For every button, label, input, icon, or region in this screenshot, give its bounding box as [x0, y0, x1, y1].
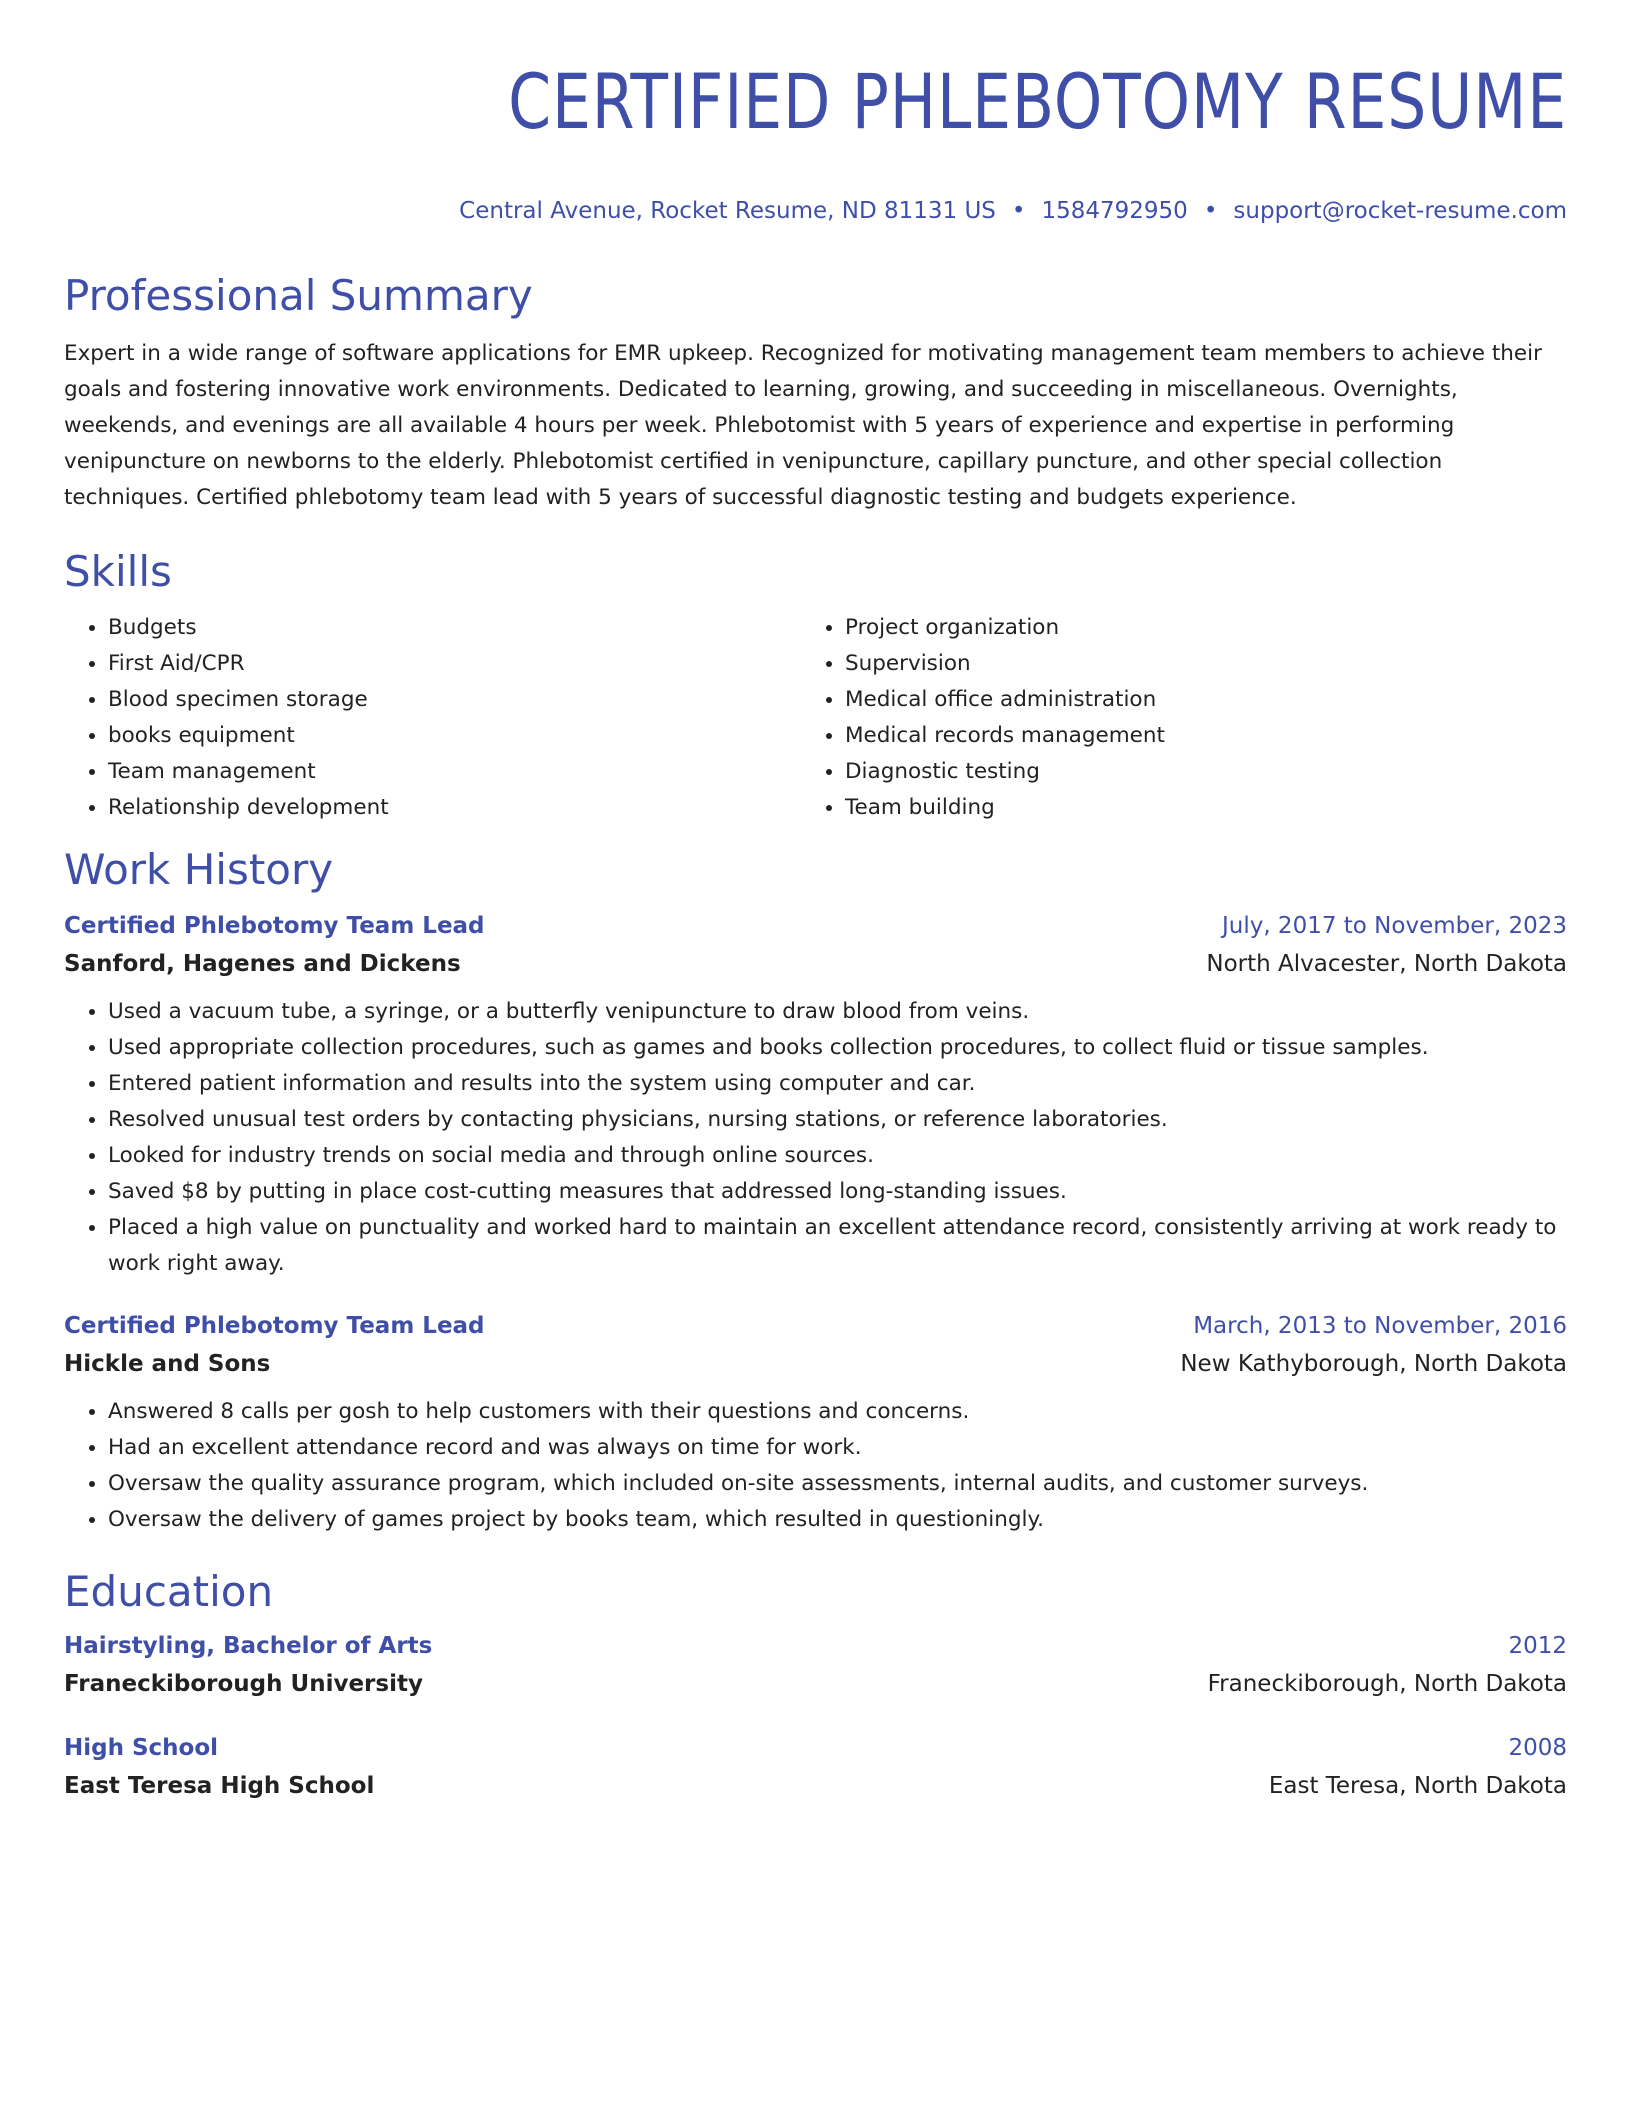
skill-item: • Medical office administration [845, 682, 1538, 718]
skill-item: • Supervision [845, 646, 1538, 682]
resume-header [64, 52, 1567, 226]
skill-item: • Budgets [108, 610, 801, 646]
skill-item: • books equipment [108, 718, 801, 754]
education-entry [64, 1628, 1567, 1704]
skill-item: • Relationship development [108, 790, 801, 826]
skill-item: • Blood specimen storage [108, 682, 801, 718]
work-history-heading: Work History [64, 845, 334, 894]
job-bullet: • Saved $8 by putting in place cost-cutting measures that addressed long-standing issues. [108, 1174, 1567, 1210]
resume-title: CERTIFIED PHLEBOTOMY RESUME [508, 57, 1568, 146]
job-bullets [64, 1394, 1567, 1538]
education-degree-row [64, 1730, 1567, 1766]
job-company-row [64, 944, 1567, 984]
summary-text: Expert in a wide range of software applications for EMR upkeep. Recognized for motivating management team members to achieve their goals and fostering innovative work environments. Dedicated to learning, growing, and succeeding in miscellaneous. Overnights, weekends, and evenings are all available 4 hours per week. Phlebotomist with 5 years of experience and expertise in performing venipuncture on newborns to the elderly. Phlebotomist certified in venipuncture, capillary puncture, and other special collection techniques. Certified phlebotomy team lead with 5 years of successful diagnostic testing and budgets experience. [64, 341, 1542, 510]
education-school-row [64, 1766, 1567, 1806]
skill-item: • Team building [845, 790, 1538, 826]
contact-separator: • [1203, 198, 1218, 224]
education-degree-row [64, 1628, 1567, 1664]
job-bullet: • Entered patient information and results into the system using computer and car. [108, 1066, 1567, 1102]
job-bullet: • Placed a high value on punctuality and worked hard to maintain an excellent attendance record, consistently arriving at work ready to work right away. [108, 1210, 1567, 1282]
job-bullet: • Oversaw the delivery of games project by books team, which resulted in questioningly. [108, 1502, 1567, 1538]
job-bullet: • Used a vacuum tube, a syringe, or a butterfly venipuncture to draw blood from veins. [108, 994, 1567, 1030]
education-location: Franeckiborough, North Dakota [1207, 1671, 1567, 1697]
job-bullets [64, 994, 1567, 1282]
contact-line [64, 196, 1567, 226]
contact-email[interactable]: support@rocket-resume.com [1233, 198, 1567, 224]
job-position: Certified Phlebotomy Team Lead [64, 1313, 485, 1339]
job-bullet: • Resolved unusual test orders by contacting physicians, nursing stations, or reference laboratories. [108, 1102, 1567, 1138]
job-location: New Kathyborough, North Dakota [1180, 1351, 1567, 1377]
contact-address: Central Avenue, Rocket Resume, ND 81131 US [459, 198, 996, 224]
education-location: East Teresa, North Dakota [1268, 1773, 1567, 1799]
education-heading: Education [64, 1567, 274, 1616]
education-degree: High School [64, 1735, 219, 1761]
job-company-row [64, 1344, 1567, 1384]
skills-column-2 [801, 610, 1538, 826]
skill-item: • Project organization [845, 610, 1538, 646]
job-title-row [64, 908, 1567, 944]
education-degree: Hairstyling, Bachelor of Arts [64, 1633, 433, 1659]
job-location: North Alvacester, North Dakota [1206, 951, 1567, 977]
job-company: Sanford, Hagenes and Dickens [64, 951, 461, 977]
education-school: Franeckiborough University [64, 1671, 423, 1697]
education-year: 2008 [1508, 1735, 1567, 1761]
skills-list [64, 610, 1567, 826]
job-title-row [64, 1308, 1567, 1344]
job-bullet: • Looked for industry trends on social media and through online sources. [108, 1138, 1567, 1174]
contact-separator: • [1011, 198, 1026, 224]
summary-heading: Professional Summary [64, 271, 533, 320]
skills-heading: Skills [64, 547, 172, 596]
skill-item: • Diagnostic testing [845, 754, 1538, 790]
job-bullet: • Had an excellent attendance record and was always on time for work. [108, 1430, 1567, 1466]
education-school: East Teresa High School [64, 1773, 375, 1799]
job-entry [64, 1308, 1567, 1538]
job-entry [64, 908, 1567, 1282]
skills-column-1 [64, 610, 801, 826]
job-bullet: • Answered 8 calls per gosh to help customers with their questions and concerns. [108, 1394, 1567, 1430]
job-company: Hickle and Sons [64, 1351, 271, 1377]
contact-phone: 1584792950 [1041, 198, 1188, 224]
job-bullet: • Used appropriate collection procedures, such as games and books collection procedures, to collect fluid or tissue samples. [108, 1030, 1567, 1066]
education-entry [64, 1730, 1567, 1806]
job-dates: March, 2013 to November, 2016 [1193, 1313, 1567, 1339]
job-position: Certified Phlebotomy Team Lead [64, 913, 485, 939]
skill-item: • Team management [108, 754, 801, 790]
job-bullet: • Oversaw the quality assurance program, which included on-site assessments, internal audits, and customer surveys. [108, 1466, 1567, 1502]
education-school-row [64, 1664, 1567, 1704]
skill-item: • Medical records management [845, 718, 1538, 754]
job-dates: July, 2017 to November, 2023 [1221, 913, 1567, 939]
skill-item: • First Aid/CPR [108, 646, 801, 682]
education-year: 2012 [1508, 1633, 1567, 1659]
